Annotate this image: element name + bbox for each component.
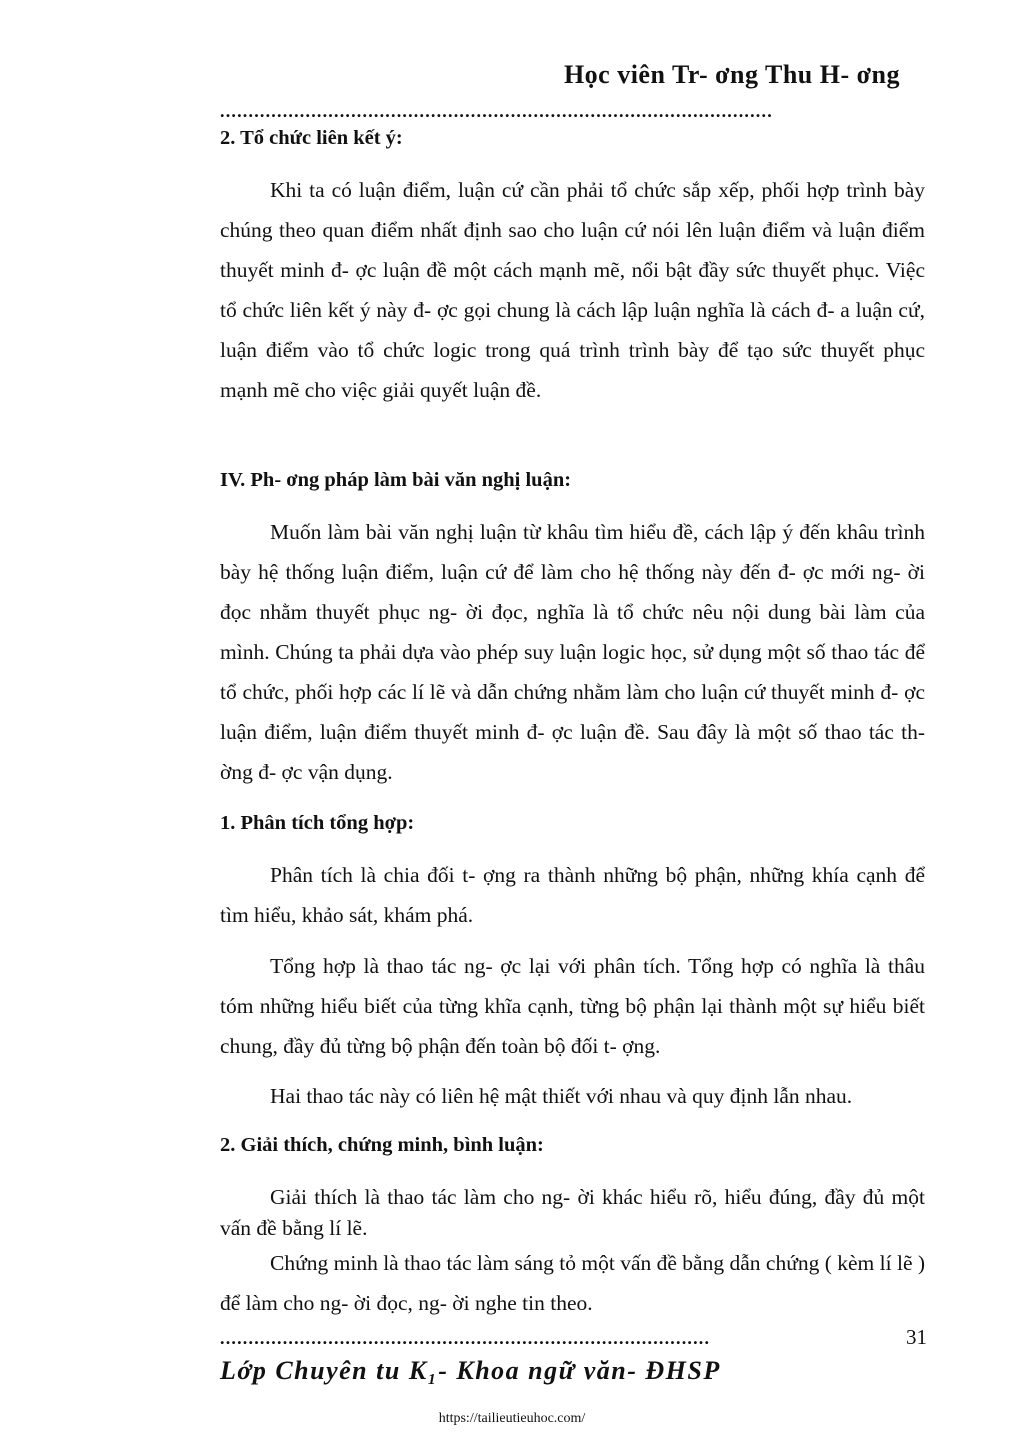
footer-separator: ......................................................................................	[220, 1331, 711, 1345]
page-number: 31	[906, 1325, 927, 1349]
paragraph: Hai thao tác này có liên hệ mật thiết với nhau và quy định lẫn nhau.	[270, 1084, 853, 1108]
source-url[interactable]: https://tailieutieuhoc.com/	[438, 1411, 586, 1426]
page-footer-title: Lớp Chuyên tu K₁- Khoa ngữ văn- ĐHSP	[220, 1356, 721, 1385]
paragraph: Chứng minh là thao tác làm sáng tỏ một vấn đề bằng dẫn chứng ( kèm lí lẽ ) để làm cho ng- ời đọc, ng- ời nghe tin theo.	[220, 1251, 926, 1315]
paragraph: Phân tích là chia đối t- ợng ra thành những bộ phận, những khía cạnh để tìm hiểu, khảo sát, khám phá.	[220, 863, 925, 927]
header-separator: .................................................................................................	[220, 104, 773, 118]
section-heading: IV. Ph- ơng pháp làm bài văn nghị luận:	[220, 469, 572, 491]
section-heading: 1. Phân tích tổng hợp:	[220, 812, 415, 834]
section-heading: 2. Giải thích, chứng minh, bình luận:	[220, 1134, 544, 1156]
paragraph: Tổng hợp là thao tác ng- ợc lại với phân tích. Tổng hợp có nghĩa là thâu tóm những hiểu biết của từng khĩa cạnh, từng bộ phận lại thành một sự hiểu biết chung, đầy đủ từng bộ phận đến toàn bộ đối t- ợng.	[220, 954, 925, 1058]
section-heading: 2. Tổ chức liên kết ý:	[220, 127, 403, 149]
paragraph: Muốn làm bài văn nghị luận từ khâu tìm hiểu đề, cách lập ý đến khâu trình bày hệ thống luận điểm, luận cứ để làm cho hệ thống này đến đ- ợc mới ng- ời đọc nhằm thuyết phục ng- ời đọc, nghĩa là tổ chức nêu nội dung bài làm của mình. Chúng ta phải dựa vào phép suy luận logic học, sử dụng một số thao tác để tổ chức, phối hợp các lí lẽ và dẫn chứng nhằm làm cho luận cứ thuyết minh đ- ợc luận điểm, luận điểm thuyết minh đ- ợc luận đề. Sau đây là một số thao tác th- ờng đ- ợc vận dụng.	[220, 520, 925, 784]
paragraph: Giải thích là thao tác làm cho ng- ời khác hiểu rõ, hiểu đúng, đầy đủ một vấn đề bằng lí lẽ.	[220, 1185, 925, 1240]
page-header-title: Học viên Tr- ơng Thu H- ơng	[563, 60, 900, 89]
paragraph: Khi ta có luận điểm, luận cứ cần phải tổ chức sắp xếp, phối hợp trình bày chúng theo quan điểm nhất định sao cho luận cứ nói lên luận điểm và luận điểm thuyết minh đ- ợc luận đề một cách mạnh mẽ, nổi bật đầy sức thuyết phục. Việc tổ chức liên kết ý này đ- ợc gọi chung là cách lập luận nghĩa là cách đ- a luận cứ, luận điểm vào tổ chức logic trong quá trình trình bày để tạo sức thuyết phục mạnh mẽ cho việc giải quyết luận đề.	[220, 178, 925, 402]
